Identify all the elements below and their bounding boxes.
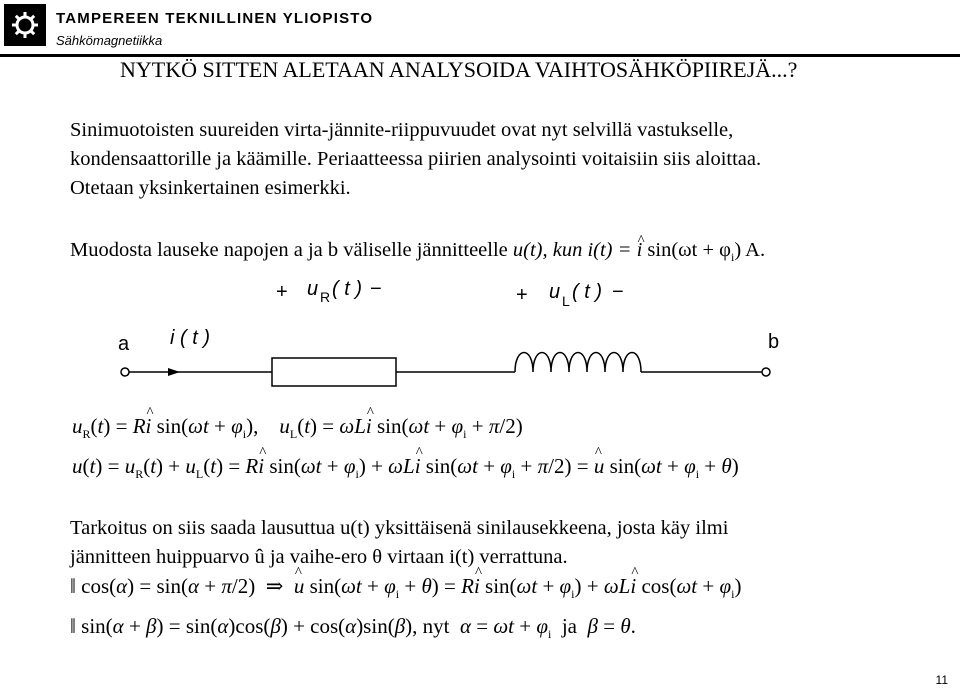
i-hat: i ^ [637,236,643,265]
node-a-terminal [121,368,129,376]
task-u: u(t), kun i(t) = [512,239,632,261]
inductor-voltage-label: u [549,281,561,303]
resistor [272,358,396,386]
task-tail: sin(ωt + φ [647,239,732,261]
inductor-minus: − [612,281,624,303]
circuit-diagram [0,270,960,400]
task-text: Muodosta lauseke napojen a ja b väliselle jännitteelle [70,239,508,261]
node-b-terminal [762,368,770,376]
intro-line-1: Sinimuotoisten suureiden virta-jännite-riippuvuudet ovat nyt selvillä vastukselle, [70,119,734,141]
closing-paragraph [70,514,728,572]
inductor-voltage-sub: L [562,293,570,309]
resistor-plus: + [276,281,288,303]
university-name: TAMPEREEN TEKNILLINEN YLIOPISTO [56,10,374,27]
task-line [70,236,765,272]
current-arrow-icon [168,368,180,376]
node-b-label: b [768,331,780,353]
task-sub: i [731,250,735,264]
resistor-minus: − [370,278,382,300]
resistor-voltage-label: u [307,278,319,300]
equation-4: ‖ sin(α + β) = sin(α)cos(β) + cos(α)sin(β), nyt $\alpha = \omega t + \varphi_i$ ja β = θ. [70,614,636,641]
closing-line-2: jännitteen huippuarvo û ja vaihe-ero θ virtaan i(t) verrattuna. [70,546,568,568]
equation-3: ‖ cos(α) = sin(α + π/2) ⇒ u ^ $\sin(\omega t + \varphi_i + \theta) = Ri$ ^ $\sin(\omega t + \varphi_i) + \omega Li$ ^ $\cos(\omega t + \varphi_i)$ [70,574,741,602]
intro-paragraph [70,116,761,203]
task-end: ) A. [734,239,766,261]
current-label: i ( t ) [170,327,210,349]
closing-line-1: Tarkoitus on siis saada lausuttua u(t) yksittäisenä sinilausekkeena, josta käy ilmi [70,517,729,539]
inductor-voltage-arg: ( t ) [572,281,602,303]
equation-1: $u_R(t) = Ri$ ^ $\sin(\omega t + \varphi_i)$, $u_L(t) = \omega Li$ ^ $\sin(\omega t + \varphi_i + \pi/2)$ [72,414,523,442]
resistor-voltage-sub: R [320,289,331,305]
inductor-plus: + [516,284,528,306]
page-number: 11 [935,673,948,687]
slide-title: NYTKÖ SITTEN ALETAAN ANALYSOIDA VAIHTOSÄHKÖPIIREJÄ...? [120,57,798,82]
intro-line-2: kondensaattorille ja käämille. Periaatteessa piirien analysointi voitaisiin siis aloittaa. [70,148,762,170]
intro-line-3: Otetaan yksinkertainen esimerkki. [70,177,351,199]
node-a-label: a [118,333,130,355]
resistor-voltage-arg: ( t ) [332,278,362,300]
gear-icon [11,11,39,39]
inductor-coil [515,353,641,373]
university-logo [4,4,46,46]
equation-2: $u(t) = u_R(t) + u_L(t) = Ri$ ^ $\sin(\omega t + \varphi_i) + \omega Li$ ^ $\sin(\omega t + \varphi_i + \pi/2) = u$ ^ $\sin(\omega t + \varphi_i + \theta)$ [72,454,739,482]
department-name: Sähkömagnetiikka [56,33,163,48]
